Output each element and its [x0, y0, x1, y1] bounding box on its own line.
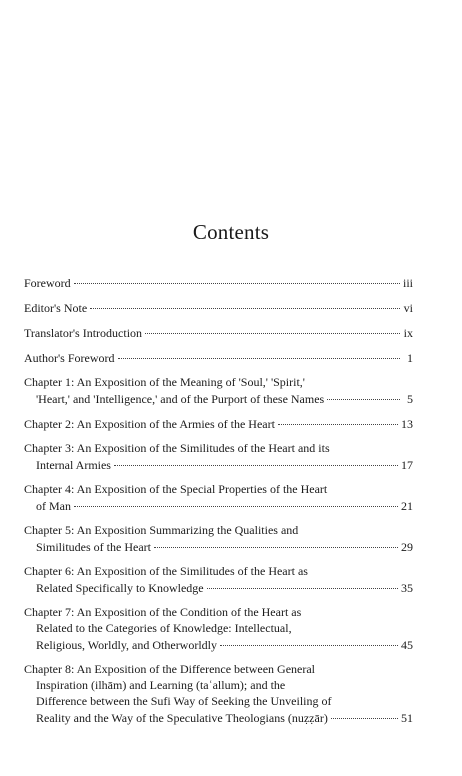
toc-line [24, 349, 413, 366]
toc-entry-text: Related Specifically to Knowledge [36, 581, 204, 595]
page-number: iii [402, 276, 413, 290]
page-number: 21 [401, 499, 413, 513]
toc-entry-text: Similitudes of the Heart [36, 540, 151, 554]
page-number: vi [403, 301, 413, 315]
toc-entry-text: Chapter 6: An Exposition of the Similitudes of the Heart as [24, 564, 308, 578]
toc-entry-chapter-3[interactable] [24, 440, 413, 473]
toc-entry-text: Chapter 3: An Exposition of the Similitudes of the Heart and its [24, 441, 330, 455]
toc-line [24, 274, 413, 291]
toc-entry-text: Author's Foreword [24, 351, 115, 365]
page-number: 13 [401, 417, 413, 431]
dot-leader [220, 633, 398, 646]
toc-entry-text: Foreword [24, 276, 71, 290]
table-of-contents [24, 274, 413, 726]
toc-entry-text: of Man [36, 499, 71, 513]
toc-entry-text: Internal Armies [36, 458, 111, 472]
toc-entry-text: Reality and the Way of the Speculative Theologians (nuẓẓār) [36, 711, 328, 725]
toc-entry-chapter-4[interactable] [24, 481, 413, 514]
toc-entry-text: Difference between the Sufi Way of Seeking the Unveiling of [36, 694, 332, 708]
dot-leader [90, 296, 400, 309]
dot-leader [278, 412, 398, 425]
dot-leader [145, 321, 400, 334]
page-number: 51 [401, 711, 413, 725]
toc-entry-chapter-1[interactable] [24, 374, 413, 407]
toc-line [24, 497, 413, 514]
toc-entry-translators-introduction[interactable] [24, 324, 413, 341]
toc-entry-authors-foreword[interactable] [24, 349, 413, 366]
toc-entry-chapter-7[interactable] [24, 604, 413, 653]
toc-entry-text: Related to the Categories of Knowledge: Intellectual, [36, 621, 292, 635]
toc-entry-chapter-2[interactable] [24, 415, 413, 432]
toc-entry-text: Chapter 5: An Exposition Summarizing the Qualities and [24, 523, 299, 537]
dot-leader [207, 576, 398, 589]
toc-entry-text: Chapter 2: An Exposition of the Armies of the Heart [24, 417, 275, 431]
toc-entry-text: Translator's Introduction [24, 326, 143, 340]
toc-entry-chapter-8[interactable] [24, 661, 413, 726]
toc-line [24, 579, 413, 596]
toc-entry-text: Editor's Note [24, 301, 88, 315]
toc-line [24, 709, 413, 726]
toc-entry-text: Chapter 7: An Exposition of the Condition of the Heart as [24, 605, 302, 619]
page-number: 29 [401, 540, 413, 554]
dot-leader [118, 346, 401, 359]
toc-line [24, 604, 413, 620]
toc-line [24, 677, 413, 693]
toc-entry-text: Chapter 1: An Exposition of the Meaning of 'Soul,' 'Spirit,' [24, 375, 305, 389]
page-number: 17 [401, 458, 413, 472]
toc-line [24, 415, 413, 432]
toc-line [24, 636, 413, 653]
toc-entry-chapter-6[interactable] [24, 563, 413, 596]
dot-leader [114, 453, 398, 466]
toc-line [24, 390, 413, 407]
dot-leader [327, 387, 400, 400]
toc-entry-text: Religious, Worldly, and Otherworldly [36, 638, 218, 652]
toc-entry-text: Inspiration (ilhām) and Learning (taʿallum); and the [36, 678, 286, 692]
page-number: 1 [407, 351, 413, 365]
toc-entry-text: Chapter 4: An Exposition of the Special Properties of the Heart [24, 482, 328, 496]
toc-entry-editors-note[interactable] [24, 299, 413, 316]
dot-leader [74, 494, 398, 507]
page-number: 45 [401, 638, 413, 652]
toc-line [24, 456, 413, 473]
toc-line [24, 324, 413, 341]
toc-line [24, 661, 413, 677]
toc-entry-text: Chapter 8: An Exposition of the Difference between General [24, 662, 316, 676]
dot-leader [154, 535, 398, 548]
toc-line [24, 299, 413, 316]
toc-entry-chapter-5[interactable] [24, 522, 413, 555]
toc-entry-foreword[interactable] [24, 274, 413, 291]
page-number: 35 [401, 581, 413, 595]
dot-leader [331, 706, 398, 719]
page-number: 5 [407, 392, 413, 406]
contents-heading: Contents [192, 220, 270, 244]
page-number: ix [403, 326, 413, 340]
dot-leader [74, 271, 400, 284]
toc-line [24, 538, 413, 555]
toc-entry-text: 'Heart,' and 'Intelligence,' and of the Purport of these Names [36, 392, 325, 406]
